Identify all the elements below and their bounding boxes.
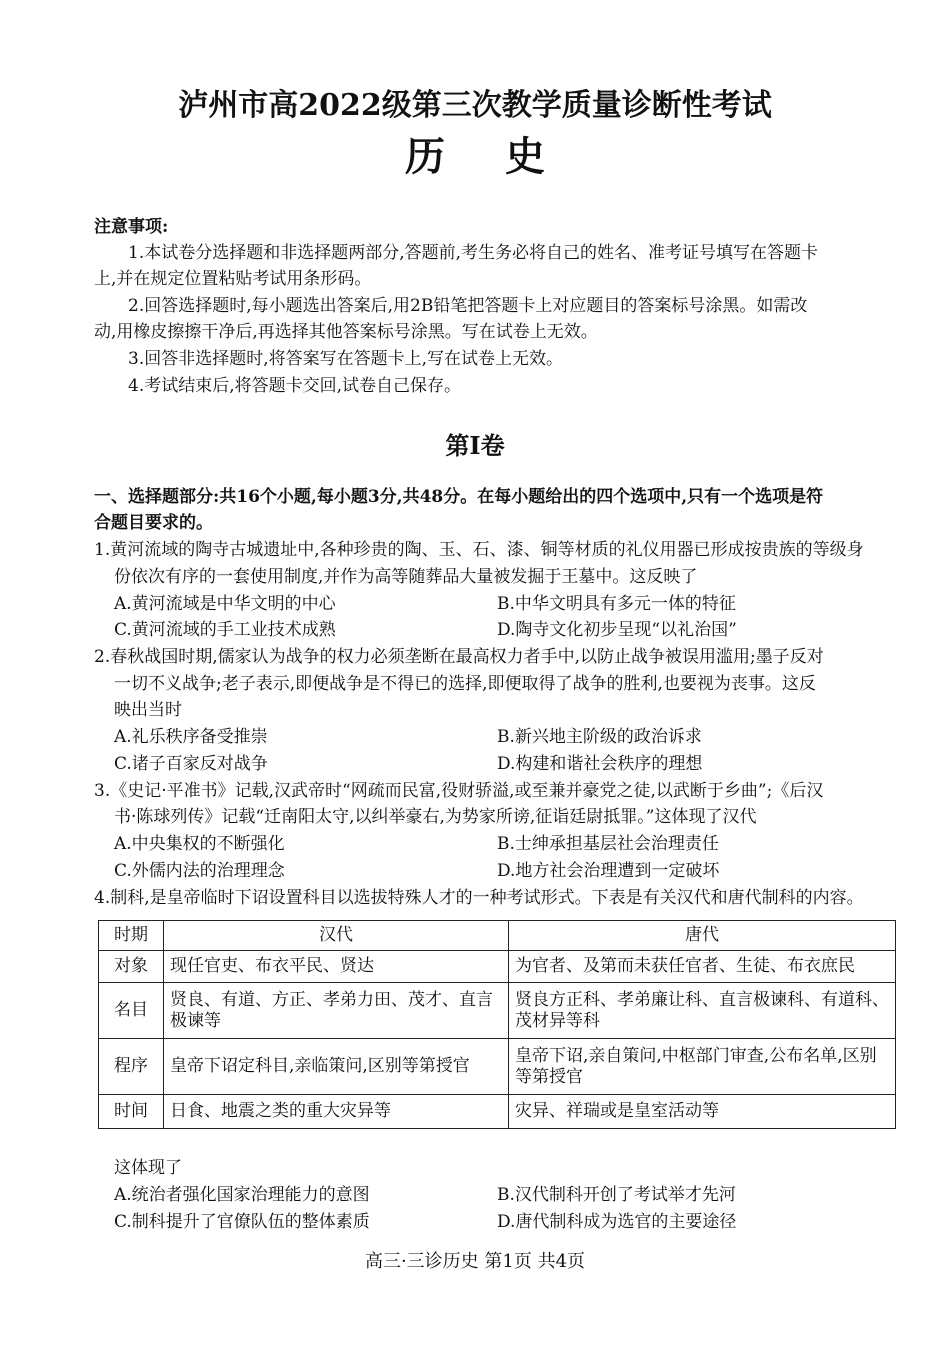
q2-stem: 映出当时 — [114, 700, 182, 720]
q4-option-d: D.唐代制科成为选官的主要途径 — [497, 1212, 737, 1232]
section-instruction: 合题目要求的。 — [94, 513, 213, 533]
q2-stem: 2.春秋战国时期,儒家认为战争的权力必须垄断在最高权力者手中,以防止战争被误用滥用;墨子反对 — [94, 647, 824, 667]
q2-option-b: B.新兴地主阶级的政治诉求 — [497, 727, 702, 747]
table-cell: 时间 — [99, 1095, 164, 1129]
q2-option-d: D.构建和谐社会秩序的理想 — [497, 754, 703, 774]
table-row — [99, 983, 896, 1039]
table-cell: 名目 — [99, 983, 164, 1039]
table-cell: 日食、地震之类的重大灾异等 — [164, 1095, 509, 1129]
table-cell: 贤良、有道、方正、孝弟力田、茂才、直言极谏等 — [164, 983, 509, 1039]
table-header-cell: 汉代 — [164, 921, 509, 951]
q2-option-c: C.诸子百家反对战争 — [114, 754, 268, 774]
q2-stem: 一切不义战争;老子表示,即便战争是不得已的选择,即便取得了战争的胜利,也要视为丧事。这反 — [114, 674, 816, 694]
q4-after: 这体现了 — [114, 1158, 182, 1178]
volume-title: 第Ⅰ卷 — [445, 431, 505, 460]
q1-option-c: C.黄河流域的手工业技术成熟 — [114, 620, 336, 640]
section-instruction: 一、选择题部分:共16个小题,每小题3分,共48分。在每小题给出的四个选项中,只有一个选项是符 — [94, 487, 824, 507]
q1-option-b: B.中华文明具有多元一体的特征 — [497, 594, 736, 614]
table-row — [99, 1095, 896, 1129]
page-footer: 高三·三诊历史 第1页 共4页 — [364, 1251, 586, 1272]
q1-option-d: D.陶寺文化初步呈现“以礼治国” — [497, 620, 737, 640]
q3-option-b: B.士绅承担基层社会治理责任 — [497, 834, 719, 854]
table-row — [99, 951, 896, 983]
notice-heading: 注意事项: — [94, 217, 169, 237]
q1-option-a: A.黄河流域是中华文明的中心 — [114, 594, 336, 614]
table-cell: 皇帝下诏定科目,亲临策问,区别等第授官 — [164, 1039, 509, 1095]
notice-line: 动,用橡皮擦擦干净后,再选择其他答案标号涂黑。写在试卷上无效。 — [94, 322, 598, 342]
q1-stem: 1.黄河流域的陶寺古城遗址中,各种珍贵的陶、玉、石、漆、铜等材质的礼仪用器已形成按贵族的等级身 — [94, 540, 864, 560]
q4-option-c: C.制科提升了官僚队伍的整体素质 — [114, 1212, 370, 1232]
notice-line: 1.本试卷分选择题和非选择题两部分,答题前,考生务必将自己的姓名、准考证号填写在答题卡 — [128, 243, 819, 263]
table-cell: 皇帝下诏,亲自策问,中枢部门审查,公布名单,区别等第授官 — [509, 1039, 896, 1095]
q1-stem: 份依次有序的一套使用制度,并作为高等随葬品大量被发掘于王墓中。这反映了 — [114, 567, 698, 587]
notice-line: 上,并在规定位置粘贴考试用条形码。 — [94, 269, 372, 289]
exam-title: 泸州市高2022级第三次教学质量诊断性考试 — [178, 88, 772, 123]
q3-option-d: D.地方社会治理遭到一定破坏 — [497, 861, 720, 881]
table-header-cell: 唐代 — [509, 921, 896, 951]
q3-stem: 3.《史记·平准书》记载,汉武帝时“网疏而民富,役财骄溢,或至兼并豪党之徒,以武断于乡曲”;《后汉 — [94, 781, 824, 801]
q3-option-c: C.外儒内法的治理理念 — [114, 861, 285, 881]
table-row — [99, 1039, 896, 1095]
q3-stem: 书·陈球列传》记载“迁南阳太守,以纠举豪右,为势家所谤,征诣廷尉抵罪。”这体现了汉代 — [114, 807, 757, 827]
table-cell: 现任官吏、布衣平民、贤达 — [164, 951, 509, 983]
table-header-cell: 时期 — [99, 921, 164, 951]
q4-stem: 4.制科,是皇帝临时下诏设置科目以选拔特殊人才的一种考试形式。下表是有关汉代和唐代制科的内容。 — [94, 888, 864, 908]
q4-option-b: B.汉代制科开创了考试举才先河 — [497, 1185, 736, 1205]
notice-line: 4.考试结束后,将答题卡交回,试卷自己保存。 — [128, 376, 462, 396]
table-cell: 灾异、祥瑞或是皇室活动等 — [509, 1095, 896, 1129]
q3-option-a: A.中央集权的不断强化 — [114, 834, 285, 854]
q2-option-a: A.礼乐秩序备受推崇 — [114, 727, 268, 747]
q4-option-a: A.统治者强化国家治理能力的意图 — [114, 1185, 370, 1205]
table-cell: 贤良方正科、孝弟廉让科、直言极谏科、有道科、茂材异等科 — [509, 983, 896, 1039]
q4-table — [98, 920, 896, 1129]
table-cell: 为官者、及第而未获任官者、生徒、布衣庶民 — [509, 951, 896, 983]
table-header-row — [99, 921, 896, 951]
notice-line: 2.回答选择题时,每小题选出答案后,用2B铅笔把答题卡上对应题目的答案标号涂黑。如需改 — [128, 296, 808, 316]
table-cell: 程序 — [99, 1039, 164, 1095]
subject-title: 历史 — [405, 133, 605, 180]
notice-line: 3.回答非选择题时,将答案写在答题卡上,写在试卷上无效。 — [128, 349, 564, 369]
table-cell: 对象 — [99, 951, 164, 983]
